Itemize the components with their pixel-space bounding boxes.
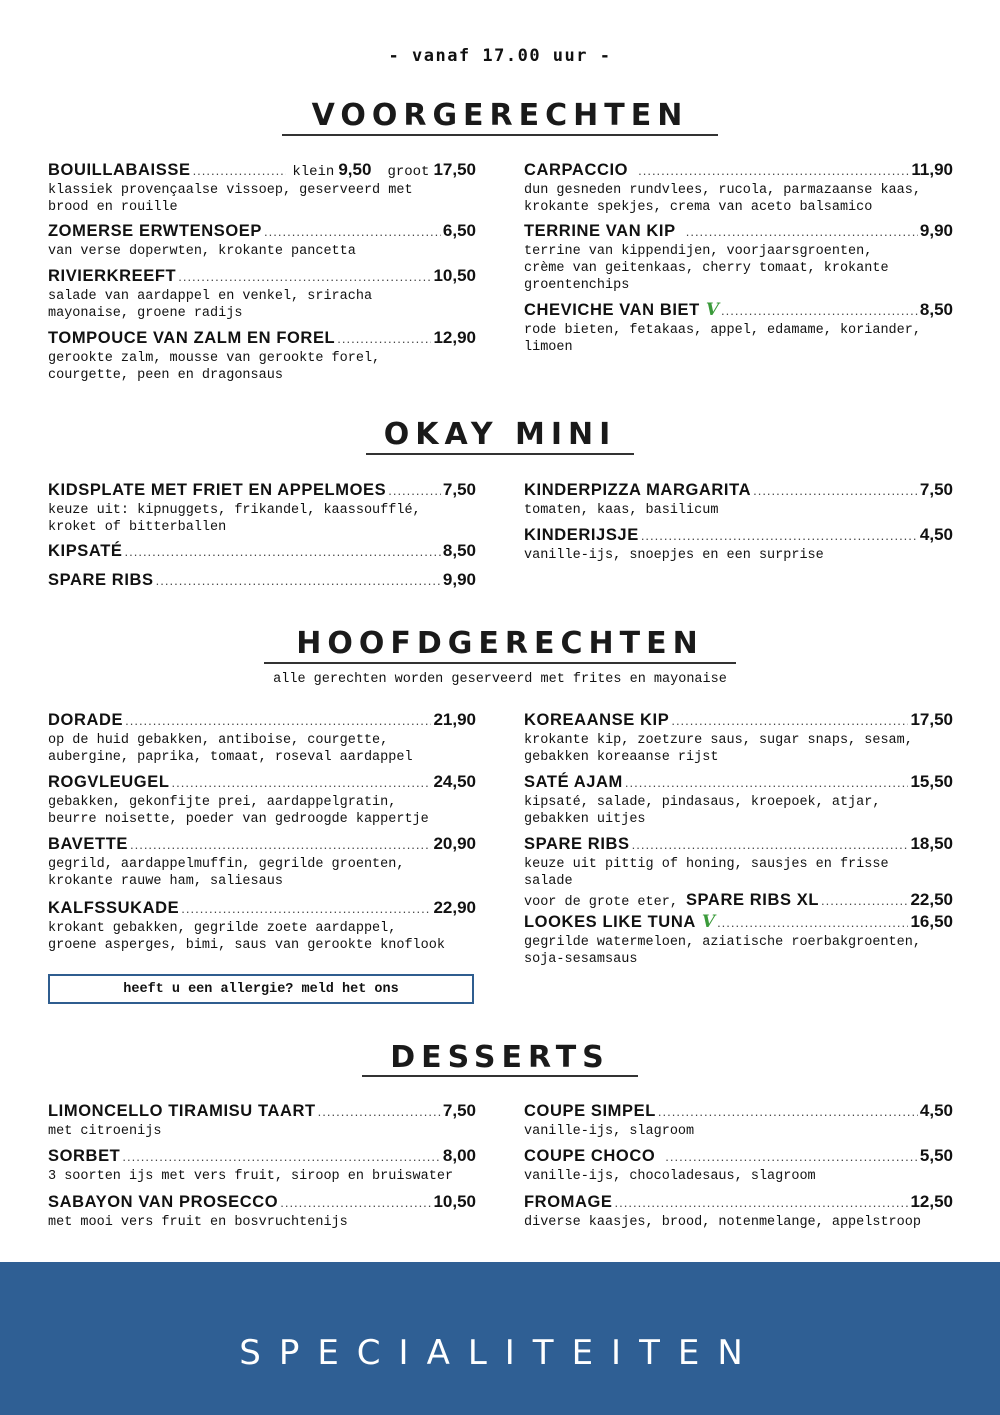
item-name: BOUILLABAISSE bbox=[48, 161, 191, 179]
item-name: KALFSSUKADE bbox=[48, 899, 180, 917]
menu-item bbox=[48, 570, 476, 592]
item-name: ROGVLEUGEL bbox=[48, 773, 170, 791]
leader-dots bbox=[264, 224, 441, 239]
item-price: 9,90 bbox=[442, 570, 476, 589]
menu-item bbox=[524, 221, 953, 294]
item-description: dun gesneden rundvlees, rucola, parmazaanse kaas, krokante spekjes, crema van aceto balsamico bbox=[524, 183, 921, 215]
item-price: 21,90 bbox=[433, 710, 476, 729]
menu-item bbox=[524, 772, 953, 828]
item-name: RIVIERKREEFT bbox=[48, 267, 177, 285]
item-price: 15,50 bbox=[910, 772, 953, 791]
item-description: klassiek provençaalse vissoep, geserveerd met brood en rouille bbox=[48, 183, 413, 215]
item-price: 9,90 bbox=[919, 221, 953, 240]
menu-item bbox=[524, 1101, 953, 1140]
section-note: alle gerechten worden geserveerd met frites en mayonaise bbox=[273, 672, 727, 687]
leader-dots bbox=[388, 483, 441, 498]
item-name: SATÉ AJAM bbox=[524, 773, 623, 791]
item-description: kipsaté, salade, pindasaus, kroepoek, atjar, gebakken uitjes bbox=[524, 795, 881, 827]
menu-item bbox=[48, 1101, 476, 1140]
menu-item bbox=[524, 300, 953, 356]
item-price: 6,50 bbox=[442, 221, 476, 240]
item-name: KINDERPIZZA MARGARITA bbox=[524, 481, 752, 499]
item-price: 8,50 bbox=[442, 541, 476, 560]
item-name: KINDERIJSJE bbox=[524, 526, 639, 544]
item-description: van verse doperwten, krokante pancetta bbox=[48, 244, 356, 259]
sub-item-price: 22,50 bbox=[910, 890, 953, 909]
hoofdgerechten-right-column bbox=[524, 710, 953, 970]
leader-dots bbox=[193, 163, 287, 178]
item-name: SPARE RIBS bbox=[48, 571, 154, 589]
item-price: 4,50 bbox=[919, 1101, 953, 1120]
item-name: KIDSPLATE MET FRIET EN APPELMOES bbox=[48, 481, 387, 499]
section-title-voorgerechten: VOORGERECHTEN bbox=[311, 98, 689, 133]
leader-dots bbox=[318, 1104, 441, 1119]
section-underline bbox=[366, 453, 634, 455]
item-description: krokant gebakken, gegrilde zoete aardappel, groene asperges, bimi, saus van gerookte knoflook bbox=[48, 921, 445, 953]
menu-item bbox=[48, 328, 476, 384]
leader-dots bbox=[178, 269, 431, 284]
item-name: KIPSATÉ bbox=[48, 542, 123, 560]
serving-time-note: - vanaf 17.00 uur - bbox=[388, 46, 612, 66]
item-price: 8,50 bbox=[919, 300, 953, 319]
vegetarian-icon: V bbox=[705, 300, 720, 320]
menu-item bbox=[48, 266, 476, 322]
item-name: KOREAANSE KIP bbox=[524, 711, 670, 729]
item-description: gebakken, gekonfijte prei, aardappelgratin, beurre noisette, poeder van gedroogde kappertje bbox=[48, 795, 429, 827]
leader-dots bbox=[753, 483, 918, 498]
leader-dots bbox=[125, 544, 441, 559]
item-name: CHEVICHE VAN BIET bbox=[524, 301, 700, 319]
item-name: LIMONCELLO TIRAMISU TAART bbox=[48, 1102, 316, 1120]
item-price: 7,50 bbox=[442, 480, 476, 499]
allergy-notice: heeft u een allergie? meld het ons bbox=[48, 974, 474, 1004]
leader-dots bbox=[686, 224, 918, 239]
section-underline bbox=[282, 134, 718, 136]
leader-dots bbox=[122, 1149, 441, 1164]
item-description: salade van aardappel en venkel, sriracha mayonaise, groene radijs bbox=[48, 289, 373, 321]
item-name: ZOMERSE ERWTENSOEP bbox=[48, 222, 263, 240]
menu-item bbox=[48, 1146, 476, 1185]
voorgerechten-right-column bbox=[524, 160, 953, 400]
footer-title: SPECIALITEITEN bbox=[239, 1333, 761, 1373]
item-name: DORADE bbox=[48, 711, 124, 729]
leader-dots bbox=[156, 573, 441, 588]
menu-item bbox=[524, 1192, 953, 1231]
leader-dots bbox=[665, 1149, 918, 1164]
item-price: 22,90 bbox=[433, 898, 476, 917]
menu-item bbox=[48, 541, 476, 563]
item-description: vanille-ijs, slagroom bbox=[524, 1124, 695, 1139]
item-description: keuze uit: kipnuggets, frikandel, kaassoufflé, kroket of bitterballen bbox=[48, 503, 421, 535]
item-description: vanille-ijs, snoepjes en een surprise bbox=[524, 548, 824, 563]
item-price: 20,90 bbox=[433, 834, 476, 853]
item-name: BAVETTE bbox=[48, 835, 128, 853]
menu-item bbox=[524, 525, 953, 564]
item-price: 11,90 bbox=[911, 160, 953, 179]
item-description: diverse kaasjes, brood, notenmelange, appelstroop bbox=[524, 1215, 921, 1230]
leader-dots bbox=[721, 303, 918, 318]
leader-dots bbox=[615, 1195, 909, 1210]
menu-item bbox=[48, 480, 476, 536]
size-label: klein bbox=[292, 164, 335, 180]
leader-dots bbox=[181, 901, 431, 916]
section-underline bbox=[264, 662, 736, 664]
hoofdgerechten-left-column bbox=[48, 710, 476, 960]
leader-dots bbox=[717, 915, 908, 930]
size-label: groot bbox=[387, 164, 430, 180]
leader-dots bbox=[641, 528, 918, 543]
vegetarian-icon: V bbox=[701, 912, 716, 932]
item-description: vanille-ijs, chocoladesaus, slagroom bbox=[524, 1169, 816, 1184]
menu-item bbox=[48, 898, 476, 954]
item-name: COUPE CHOCO bbox=[524, 1147, 656, 1165]
leader-dots bbox=[130, 837, 431, 852]
leader-dots bbox=[632, 837, 909, 852]
menu-item bbox=[48, 1192, 476, 1231]
menu-item bbox=[48, 160, 476, 216]
item-price: 10,50 bbox=[433, 1192, 476, 1211]
item-name: FROMAGE bbox=[524, 1193, 613, 1211]
sub-item-prefix: voor de grote eter, bbox=[524, 895, 678, 910]
item-price: 12,50 bbox=[910, 1192, 953, 1211]
leader-dots bbox=[337, 331, 431, 346]
item-price: 17,50 bbox=[433, 160, 476, 179]
menu-item bbox=[48, 221, 476, 260]
section-underline bbox=[362, 1075, 638, 1077]
item-description: krokante kip, zoetzure saus, sugar snaps, sesam, gebakken koreaanse rijst bbox=[524, 733, 913, 765]
item-name: SORBET bbox=[48, 1147, 121, 1165]
item-name: LOOKES LIKE TUNA bbox=[524, 913, 696, 931]
sub-item-name: SPARE RIBS XL bbox=[685, 891, 820, 909]
item-name: CARPACCIO bbox=[524, 161, 629, 179]
item-price: 4,50 bbox=[919, 525, 953, 544]
leader-dots bbox=[638, 163, 909, 178]
item-price: 9,50 bbox=[338, 160, 372, 179]
desserts-left-column bbox=[48, 1101, 476, 1241]
leader-dots bbox=[671, 713, 908, 728]
item-description: gerookte zalm, mousse van gerookte forel, courgette, peen en dragonsaus bbox=[48, 351, 381, 383]
item-description: 3 soorten ijs met vers fruit, siroop en bruiswater bbox=[48, 1169, 454, 1184]
leader-dots bbox=[280, 1195, 431, 1210]
item-description: gegrilde watermeloen, aziatische roerbakgroenten, soja-sesamsaus bbox=[524, 935, 921, 967]
section-title-hoofdgerechten: HOOFDGERECHTEN bbox=[296, 626, 704, 661]
item-description: rode bieten, fetakaas, appel, edamame, koriander, limoen bbox=[524, 323, 921, 355]
okay-mini-left-column bbox=[48, 480, 476, 600]
item-name: TOMPOUCE VAN ZALM EN FOREL bbox=[48, 329, 336, 347]
item-description: terrine van kippendijen, voorjaarsgroenten, crème van geitenkaas, cherry tomaat, krokante groentenchips bbox=[524, 244, 889, 293]
menu-item bbox=[524, 160, 953, 216]
item-price: 5,50 bbox=[919, 1146, 953, 1165]
menu-item bbox=[524, 710, 953, 766]
leader-dots bbox=[625, 775, 909, 790]
item-description: met mooi vers fruit en bosvruchtenijs bbox=[48, 1215, 348, 1230]
menu-item bbox=[48, 772, 476, 828]
item-description: tomaten, kaas, basilicum bbox=[524, 503, 719, 518]
voorgerechten-left-column bbox=[48, 160, 476, 400]
sub-item-spare-ribs-xl bbox=[524, 890, 953, 911]
section-title-okay-mini: OKAY MINI bbox=[383, 417, 617, 452]
menu-item bbox=[524, 834, 953, 911]
okay-mini-right-column bbox=[524, 480, 953, 580]
item-price: 7,50 bbox=[919, 480, 953, 499]
item-description: gegrild, aardappelmuffin, gegrilde groenten, krokante rauwe ham, saliesaus bbox=[48, 857, 405, 889]
item-price: 10,50 bbox=[433, 266, 476, 285]
item-price: 24,50 bbox=[433, 772, 476, 791]
item-name: COUPE SIMPEL bbox=[524, 1102, 656, 1120]
menu-item bbox=[524, 912, 953, 968]
menu-item bbox=[48, 834, 476, 890]
menu-item bbox=[48, 710, 476, 766]
item-price: 16,50 bbox=[910, 912, 953, 931]
item-price: 12,90 bbox=[433, 328, 476, 347]
item-description: keuze uit pittig of honing, sausjes en frisse salade bbox=[524, 857, 889, 889]
item-price: 8,00 bbox=[442, 1146, 476, 1165]
item-description: op de huid gebakken, antiboise, courgette, aubergine, paprika, tomaat, roseval aardappel bbox=[48, 733, 413, 765]
leader-dots bbox=[821, 893, 908, 908]
item-price: 17,50 bbox=[910, 710, 953, 729]
menu-item bbox=[524, 1146, 953, 1185]
item-name: SPARE RIBS bbox=[524, 835, 630, 853]
item-name: SABAYON VAN PROSECCO bbox=[48, 1193, 279, 1211]
leader-dots bbox=[172, 775, 432, 790]
section-title-desserts: DESSERTS bbox=[390, 1040, 610, 1075]
leader-dots bbox=[658, 1104, 918, 1119]
item-price: 7,50 bbox=[442, 1101, 476, 1120]
leader-dots bbox=[125, 713, 431, 728]
menu-item bbox=[524, 480, 953, 519]
item-name: TERRINE VAN KIP bbox=[524, 222, 676, 240]
item-description: met citroenijs bbox=[48, 1124, 162, 1139]
desserts-right-column bbox=[524, 1101, 953, 1241]
item-price: 18,50 bbox=[910, 834, 953, 853]
